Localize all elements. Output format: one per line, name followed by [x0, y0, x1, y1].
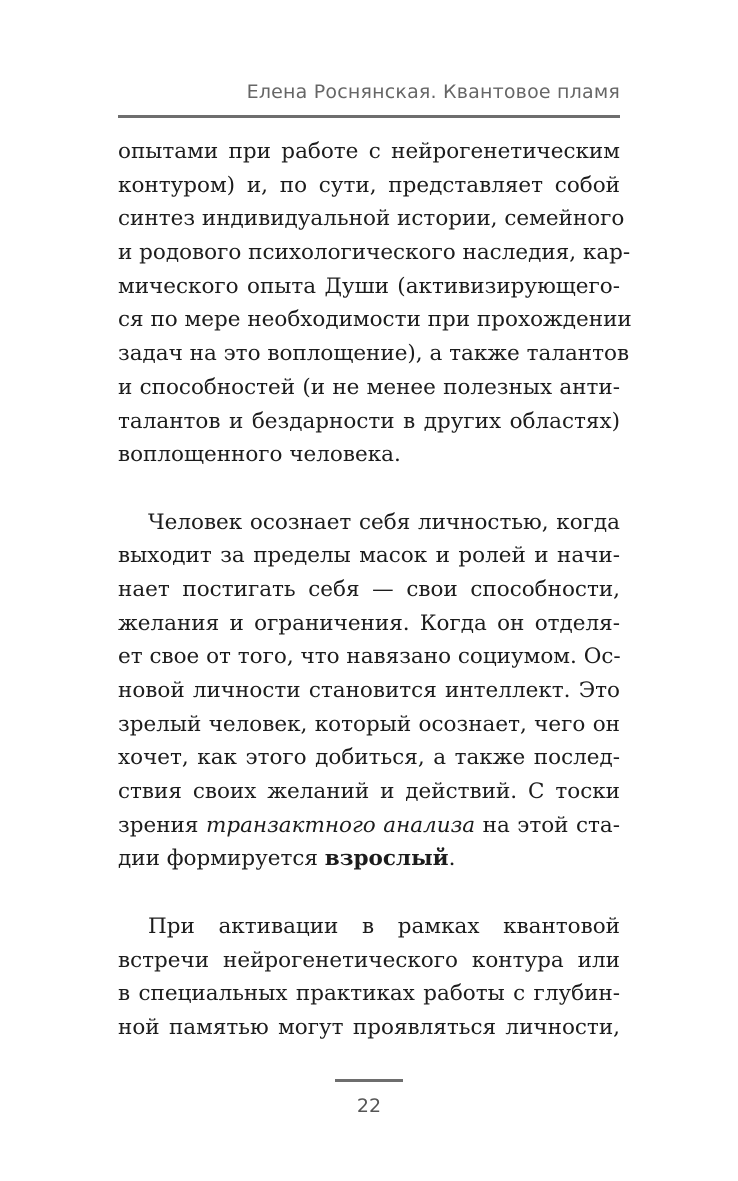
text-line [118, 809, 620, 843]
text-run: зрения [118, 812, 206, 838]
paragraph-3 [118, 910, 620, 1045]
text-line: талантов и бездарности в других областях) [118, 408, 620, 434]
text-line: синтез индивидуальной истории, семейного [118, 206, 625, 232]
text-line: ствия своих желаний и действий. С тоски [118, 779, 620, 805]
text-line: Человек осознает себя личностью, когда [148, 509, 620, 535]
text-line: зрелый человек, который осознает, чего он [118, 711, 620, 737]
running-header: Елена Роснянская. Квантовое пламя [246, 81, 620, 103]
italic-term: транзактного анализа [205, 812, 476, 838]
text-line: ся по мере необходимости при прохождении [118, 307, 632, 333]
paragraph-gap [118, 876, 620, 910]
text-line: мического опыта Души (активизирующего- [118, 273, 620, 299]
text-run: . [448, 846, 456, 872]
page-body [118, 135, 632, 1045]
text-line: воплощенного человека. [118, 442, 401, 468]
text-line: в специальных практиках работы с глубин- [118, 981, 620, 1007]
text-line: ной памятью могут проявляться личности, [118, 1014, 620, 1040]
text-line: хочет, как этого добиться, а также послед- [118, 745, 620, 771]
bold-term: взрослый [324, 846, 449, 872]
paragraph-1 [118, 135, 632, 472]
text-line: контуром) и, по сути, представляет собой [118, 172, 620, 198]
text-run: дии формируется [118, 846, 325, 872]
text-line: задач на это воплощение), а также талантов [118, 341, 630, 367]
text-line [118, 842, 620, 876]
text-line: новой личности становится интеллект. Это [118, 678, 620, 703]
text-line: нает постигать себя — свои способности, [118, 576, 620, 602]
text-line: ет свое от того, что навязано социумом. Ос- [118, 644, 621, 670]
text-line: и родового психологического наследия, кар- [118, 240, 631, 266]
text-line: и способностей (и не менее полезных анти- [118, 374, 620, 400]
text-line: При активации в рамках квантовой [148, 913, 620, 939]
text-line: встречи нейрогенетического контура или [118, 947, 620, 973]
page-number: 22 [356, 1095, 382, 1117]
header-rule [118, 115, 620, 118]
text-run: на этой ста- [475, 812, 620, 838]
text-line: выходит за пределы масок и ролей и начи- [118, 543, 620, 569]
text-line: желания и ограничения. Когда он отделя- [118, 610, 620, 636]
paragraph-gap [118, 472, 620, 506]
footer-rule [335, 1079, 403, 1082]
text-line: опытами при работе с нейрогенетическим [118, 139, 620, 164]
paragraph-2 [118, 506, 620, 877]
